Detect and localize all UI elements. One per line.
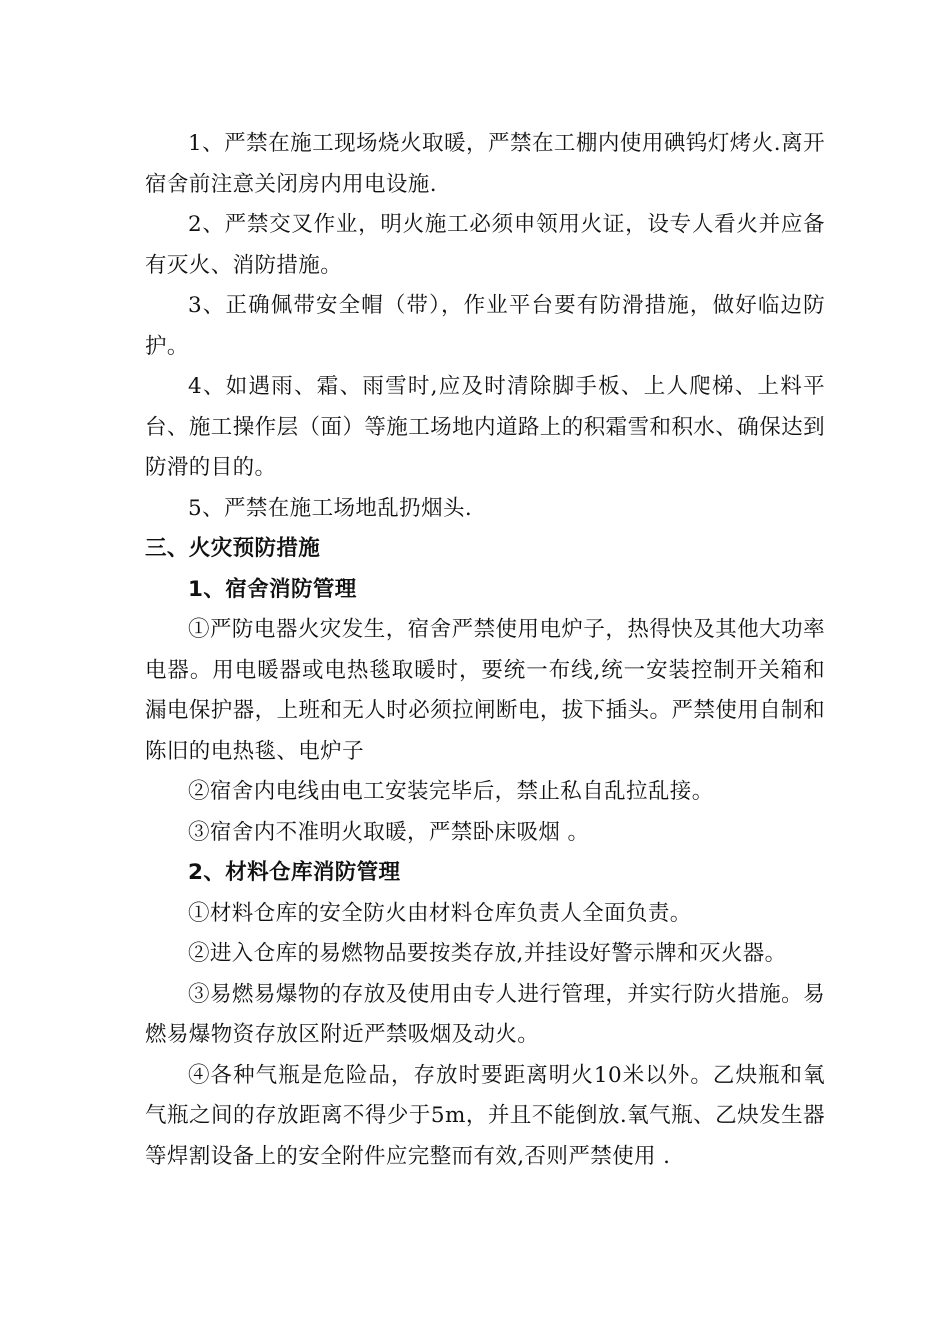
section-heading-fire-prevention: 三、火灾预防措施	[145, 536, 321, 561]
paragraph-warehouse-3: ③易燃易爆物的存放及使用由专人进行管理，并实行防火措施。易燃易爆物资存放区附近严禁吸烟及动火。	[145, 981, 825, 1047]
paragraph-dorm-2: ②宿舍内电线由电工安装完毕后，禁止私自乱拉乱接。	[188, 779, 714, 804]
paragraph-4: 4、如遇雨、霜、雨雪时,应及时清除脚手板、上人爬梯、上料平台、施工操作层（面）等施工场地内道路上的积霜雪和积水、确保达到防滑的目的。	[145, 374, 825, 480]
paragraph-dorm-3: ③宿舍内不准明火取暖，严禁卧床吸烟 。	[188, 819, 590, 845]
paragraph-2: 2、严禁交叉作业，明火施工必须申领用火证，设专人看火并应备有灭火、消防措施。	[145, 212, 825, 278]
paragraph-1: 1、严禁在施工现场烧火取暖，严禁在工棚内使用碘钨灯烤火.离开宿舍前注意关闭房内用电设施.	[145, 131, 825, 197]
paragraph-warehouse-2: ②进入仓库的易燃物品要按类存放,并挂设好警示牌和灭火器。	[188, 941, 787, 966]
subheading-warehouse: 2、材料仓库消防管理	[188, 860, 401, 885]
document-body	[145, 124, 825, 1177]
paragraph-5: 5、严禁在施工场地乱扔烟头.	[188, 495, 473, 521]
paragraph-3: 3、正确佩带安全帽（带），作业平台要有防滑措施，做好临边防护。	[145, 293, 825, 359]
paragraph-warehouse-1: ①材料仓库的安全防火由材料仓库负责人全面负责。	[188, 900, 692, 926]
paragraph-dorm-1: ①严防电器火灾发生，宿舍严禁使用电炉子，热得快及其他大功率电器。用电暖器或电热毯取暖时，要统一布线,统一安装控制开关箱和漏电保护器，上班和无人时必须拉闸断电，拔下插头。严禁使用自制和陈旧的电热毯、电炉子	[145, 617, 825, 764]
paragraph-warehouse-4: ④各种气瓶是危险品，存放时要距离明火10米以外。乙炔瓶和氧气瓶之间的存放距离不得少于5m，并且不能倒放.氧气瓶、乙炔发生器等焊割设备上的安全附件应完整而有效,否则严禁使用 .	[145, 1062, 825, 1169]
subheading-dormitory: 1、宿舍消防管理	[188, 576, 357, 602]
